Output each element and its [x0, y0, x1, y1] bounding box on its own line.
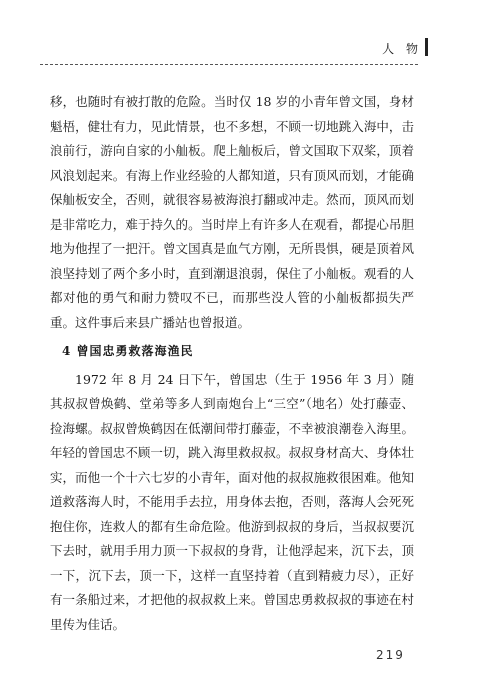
running-header-title: 人 物	[382, 42, 422, 56]
body-paragraph: 移，也随时有被打散的危险。当时仅 18 岁的小青年曾文国，身材魁梧，健壮有力，见此情景，也不多想，不顾一切地跳入海中，击浪前行，游向自家的小舢板。爬上舢板后，曾文国取下双桨，顶着风浪划起来。有海上作业经验的人都知道，只有顶风而划，才能确保舢板安全，否则，就很容易被海浪打翻或冲走。然而，顶风而划是非常吃力，难于持久的。当时岸上有许多人在观看，都提心吊胆地为他捏了一把汗。曾文国真是血气方刚，无所畏惧，硬是顶着风浪坚持划了两个多小时，直到潮退浪弱，保住了小舢板。观看的人都对他的勇气和耐力赞叹不已，而那些没人管的小舢板都损失严重。这件事后来县广播站也曾报道。	[50, 94, 414, 330]
header-divider-bar	[425, 38, 428, 56]
section-heading: 4 曾国忠勇救落海渔民	[62, 344, 194, 358]
body-paragraph: 1972 年 8 月 24 日下午，曾国忠（生于 1956 年 3 月）随其叔叔曾焕鹤、堂弟等多人到南炮台上“三空”（地名）处打藤壶、捡海螺。叔叔曾焕鹤因在低潮间带打藤壶，不幸被浪潮卷入海里。年轻的曾国忠不顾一切，跳入海里救叔叔。叔叔身材高大、身体壮实，而他一个十六七岁的小青年，面对他的叔叔施救很困难。他知道救落海人时，不能用手去拉，用身体去抱，否则，落海人会死死抱住你，连救人的都有生命危险。他游到叔叔的身后，当叔叔要沉下去时，就用手用力顶一下叔叔的身背，让他浮起来，沉下去，顶一下，沉下去，顶一下，这样一直坚持着（直到精疲力尽），正好有一条船过来，才把他的叔叔救上来。曾国忠勇救叔叔的事迹在村里传为佳话。	[50, 371, 414, 632]
header-dashed-rule	[40, 64, 418, 65]
page-number: 219	[376, 648, 405, 662]
page-body	[50, 90, 414, 637]
